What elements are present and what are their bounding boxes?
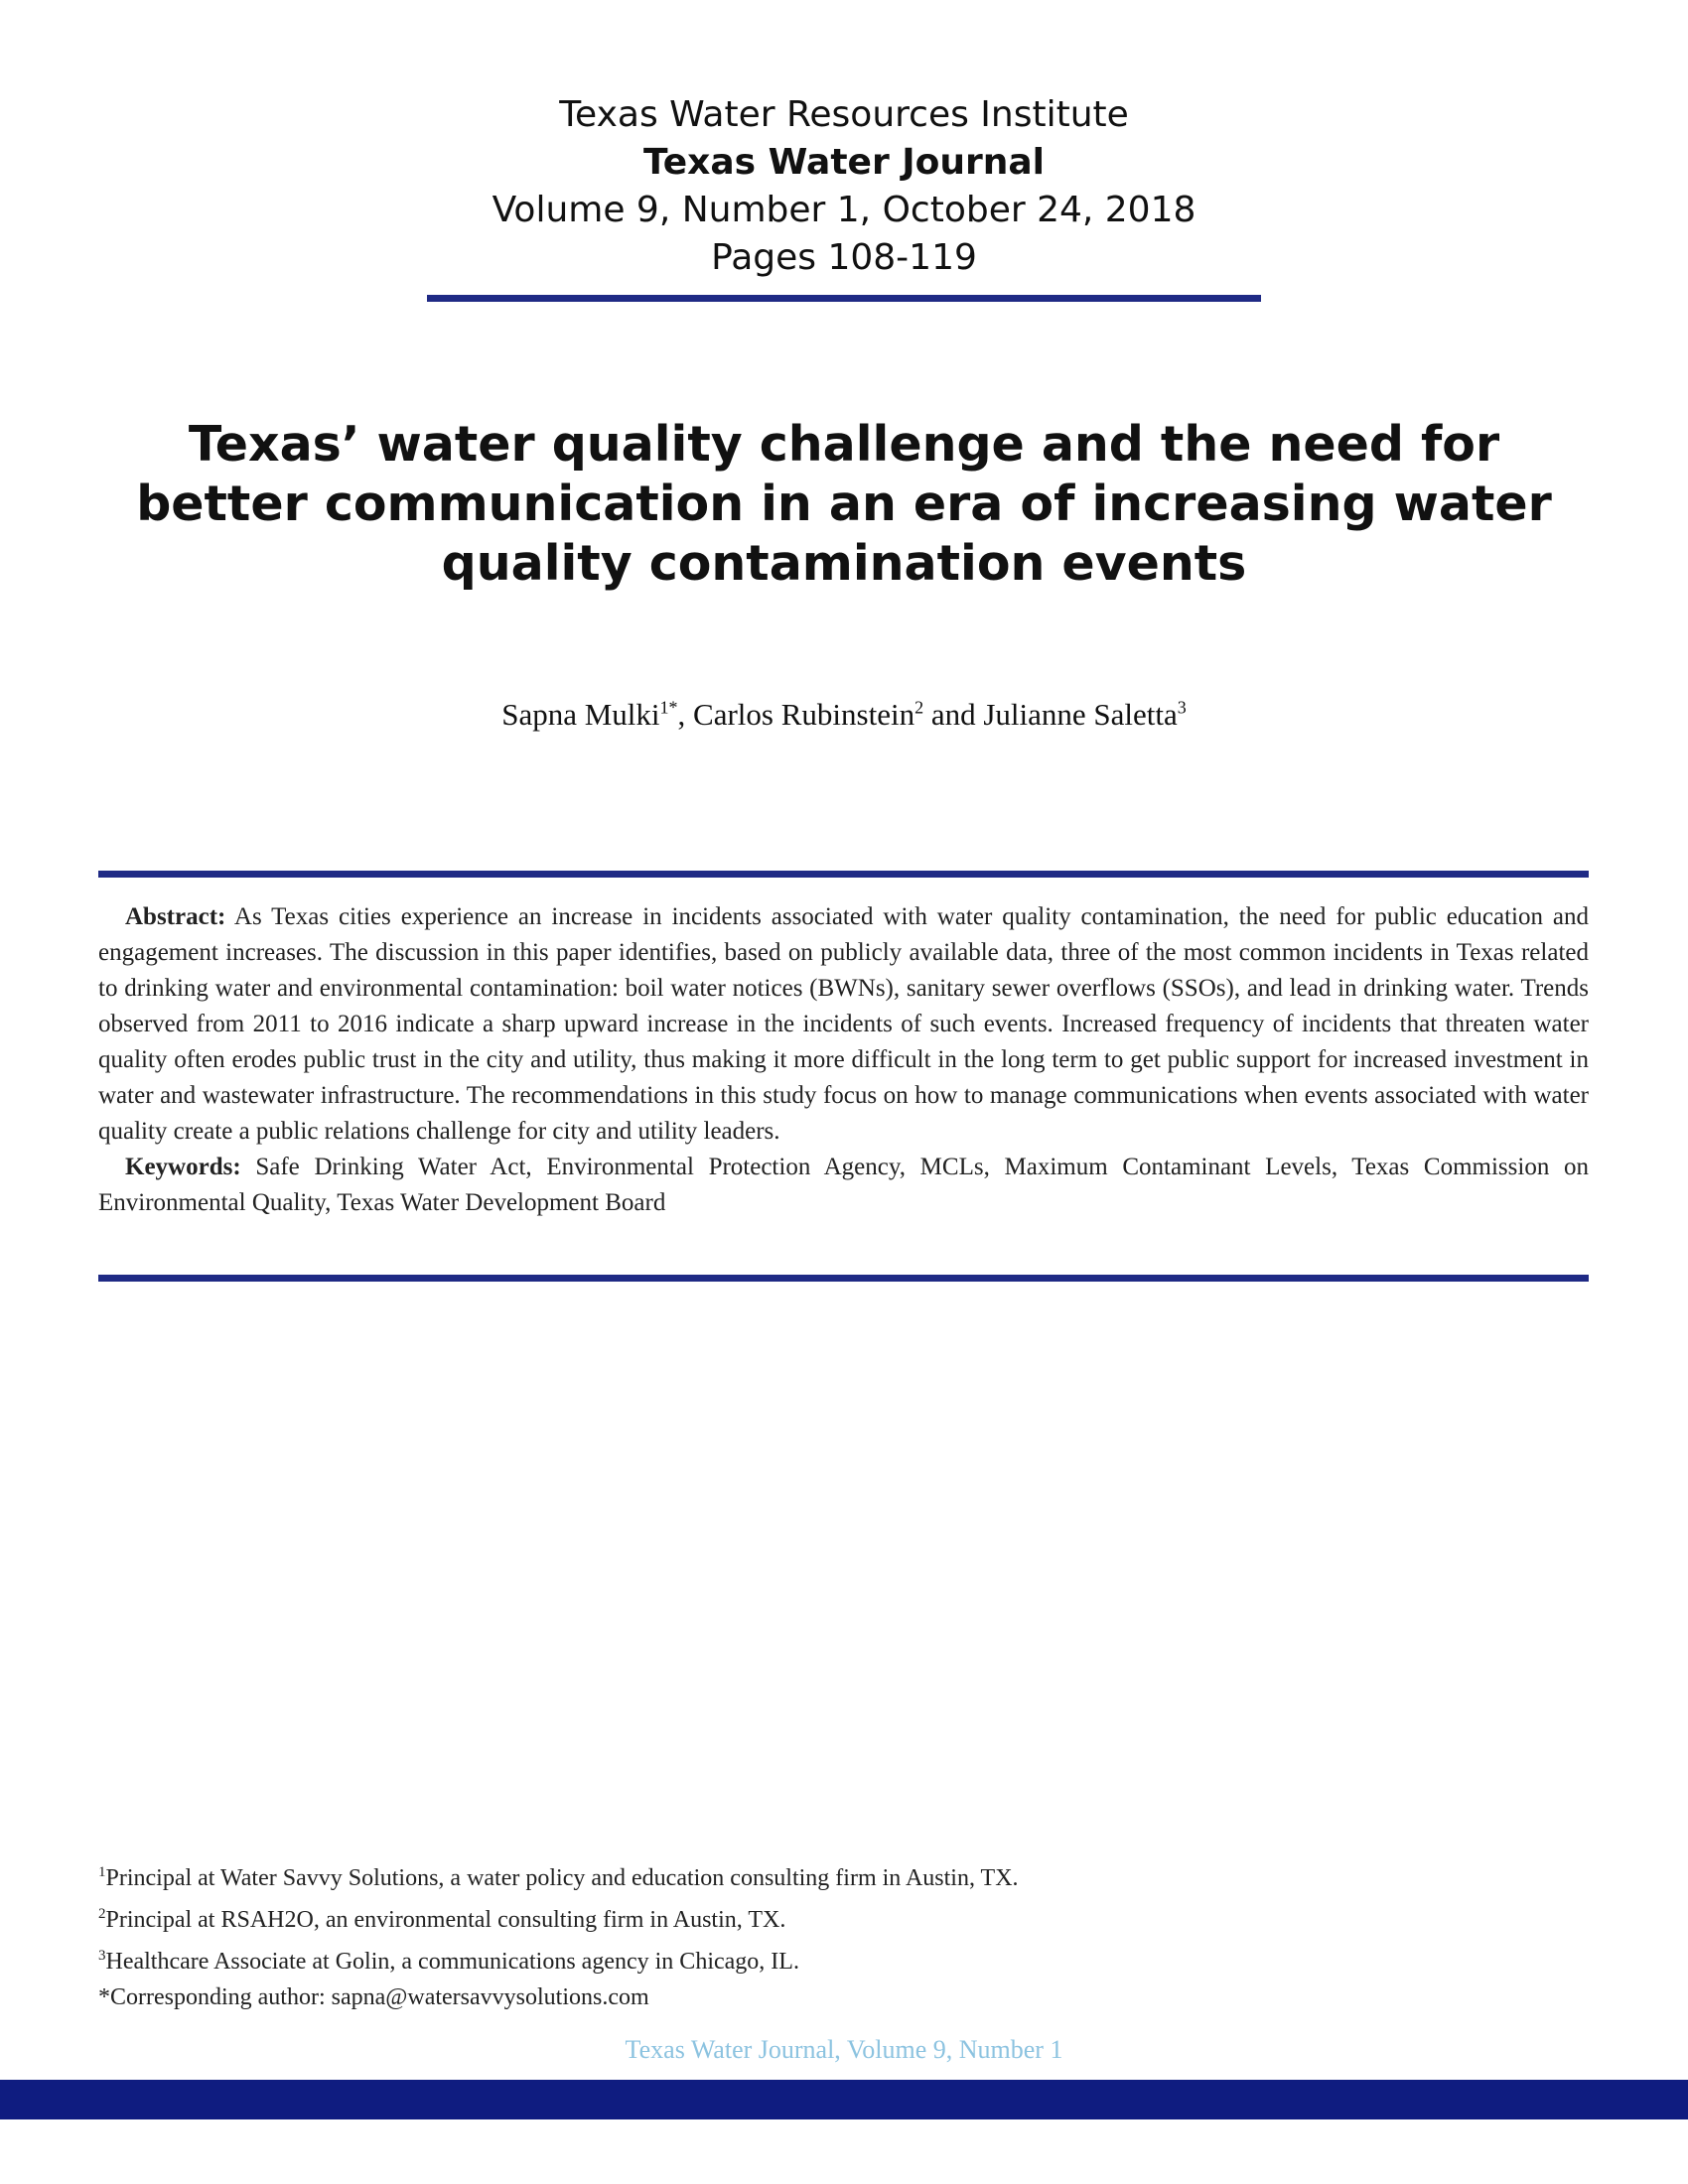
author-affiliation-mark: 3	[1177, 697, 1187, 718]
footnote-mark: 3	[98, 1948, 106, 1964]
keywords-text: Safe Drinking Water Act, Environmental Protection Agency, MCLs, Maximum Contaminant Levels, Texas Commission on Environmental Quality, Texas Water Development Board	[98, 1154, 1590, 1216]
institute-name: Texas Water Resources Institute	[559, 94, 1129, 135]
title-line: better communication in an era of increasing water	[136, 476, 1552, 532]
author-list	[0, 697, 1688, 733]
author-affiliation-mark: 2	[914, 697, 924, 718]
author-name: Carlos Rubinstein	[693, 697, 915, 732]
author-separator: ,	[677, 697, 694, 732]
running-footer: Texas Water Journal, Volume 9, Number 1	[625, 2035, 1063, 2064]
footnote-mark: *	[98, 1984, 110, 2010]
footnote-text: Healthcare Associate at Golin, a communications agency in Chicago, IL.	[105, 1949, 799, 1975]
footnote-text: Principal at Water Savvy Solutions, a water policy and education consulting firm in Austin, TX.	[105, 1865, 1019, 1891]
footnote-mark: 1	[98, 1864, 106, 1880]
abstract-top-divider	[98, 871, 1589, 878]
abstract-text: As Texas cities experience an increase in incidents associated with water quality contamination, the need for public education and engagement increases. The discussion in this paper identifies, based on publicly available data, three of the most common incidents in Texas related to drinking water and environmental contamination: boil water notices (BWNs), sanitary sewer overflows (SSOs), and lead in drinking water. Trends observed from 2011 to 2016 indicate a sharp upward increase in the incidents of such events. Increased frequency of incidents that threaten water quality often erodes public trust in the city and utility, thus making it more difficult in the long term to get public support for increased investment in water and wastewater infrastructure. The recommendations in this study focus on how to manage communications when events associated with water quality create a public relations challenge for city and utility leaders.	[98, 903, 1589, 1145]
footnote	[98, 1979, 1290, 2015]
abstract-label: Abstract:	[125, 903, 226, 930]
masthead	[0, 91, 1688, 282]
author-name: Julianne Saletta	[983, 697, 1178, 732]
footnotes	[98, 1854, 1290, 2015]
keywords-paragraph	[98, 1150, 1589, 1221]
abstract-paragraph	[98, 899, 1589, 1150]
masthead-divider	[427, 295, 1261, 302]
author-name: Sapna Mulki	[501, 697, 660, 732]
footnote-mark: 2	[98, 1906, 106, 1922]
author-separator: and	[923, 697, 984, 732]
footnote	[98, 1854, 1290, 1896]
title-line: Texas’ water quality challenge and the need for	[188, 416, 1500, 473]
page-range: Pages 108-119	[711, 237, 977, 278]
title-line: quality contamination events	[441, 535, 1247, 592]
footer-bar	[0, 2080, 1688, 2119]
footnote-text: Corresponding author: sapna@watersavvysolutions.com	[110, 1984, 649, 2010]
journal-name: Texas Water Journal	[642, 142, 1046, 183]
paper-title	[99, 415, 1589, 594]
author-affiliation-mark: 1*	[659, 697, 678, 718]
volume-issue-date: Volume 9, Number 1, October 24, 2018	[492, 190, 1196, 230]
footnote	[98, 1896, 1290, 1938]
keywords-label: Keywords:	[125, 1154, 241, 1180]
footnote	[98, 1938, 1290, 1979]
abstract-bottom-divider	[98, 1275, 1589, 1282]
footnote-text: Principal at RSAH2O, an environmental consulting firm in Austin, TX.	[105, 1907, 786, 1933]
abstract-block	[98, 899, 1589, 1221]
